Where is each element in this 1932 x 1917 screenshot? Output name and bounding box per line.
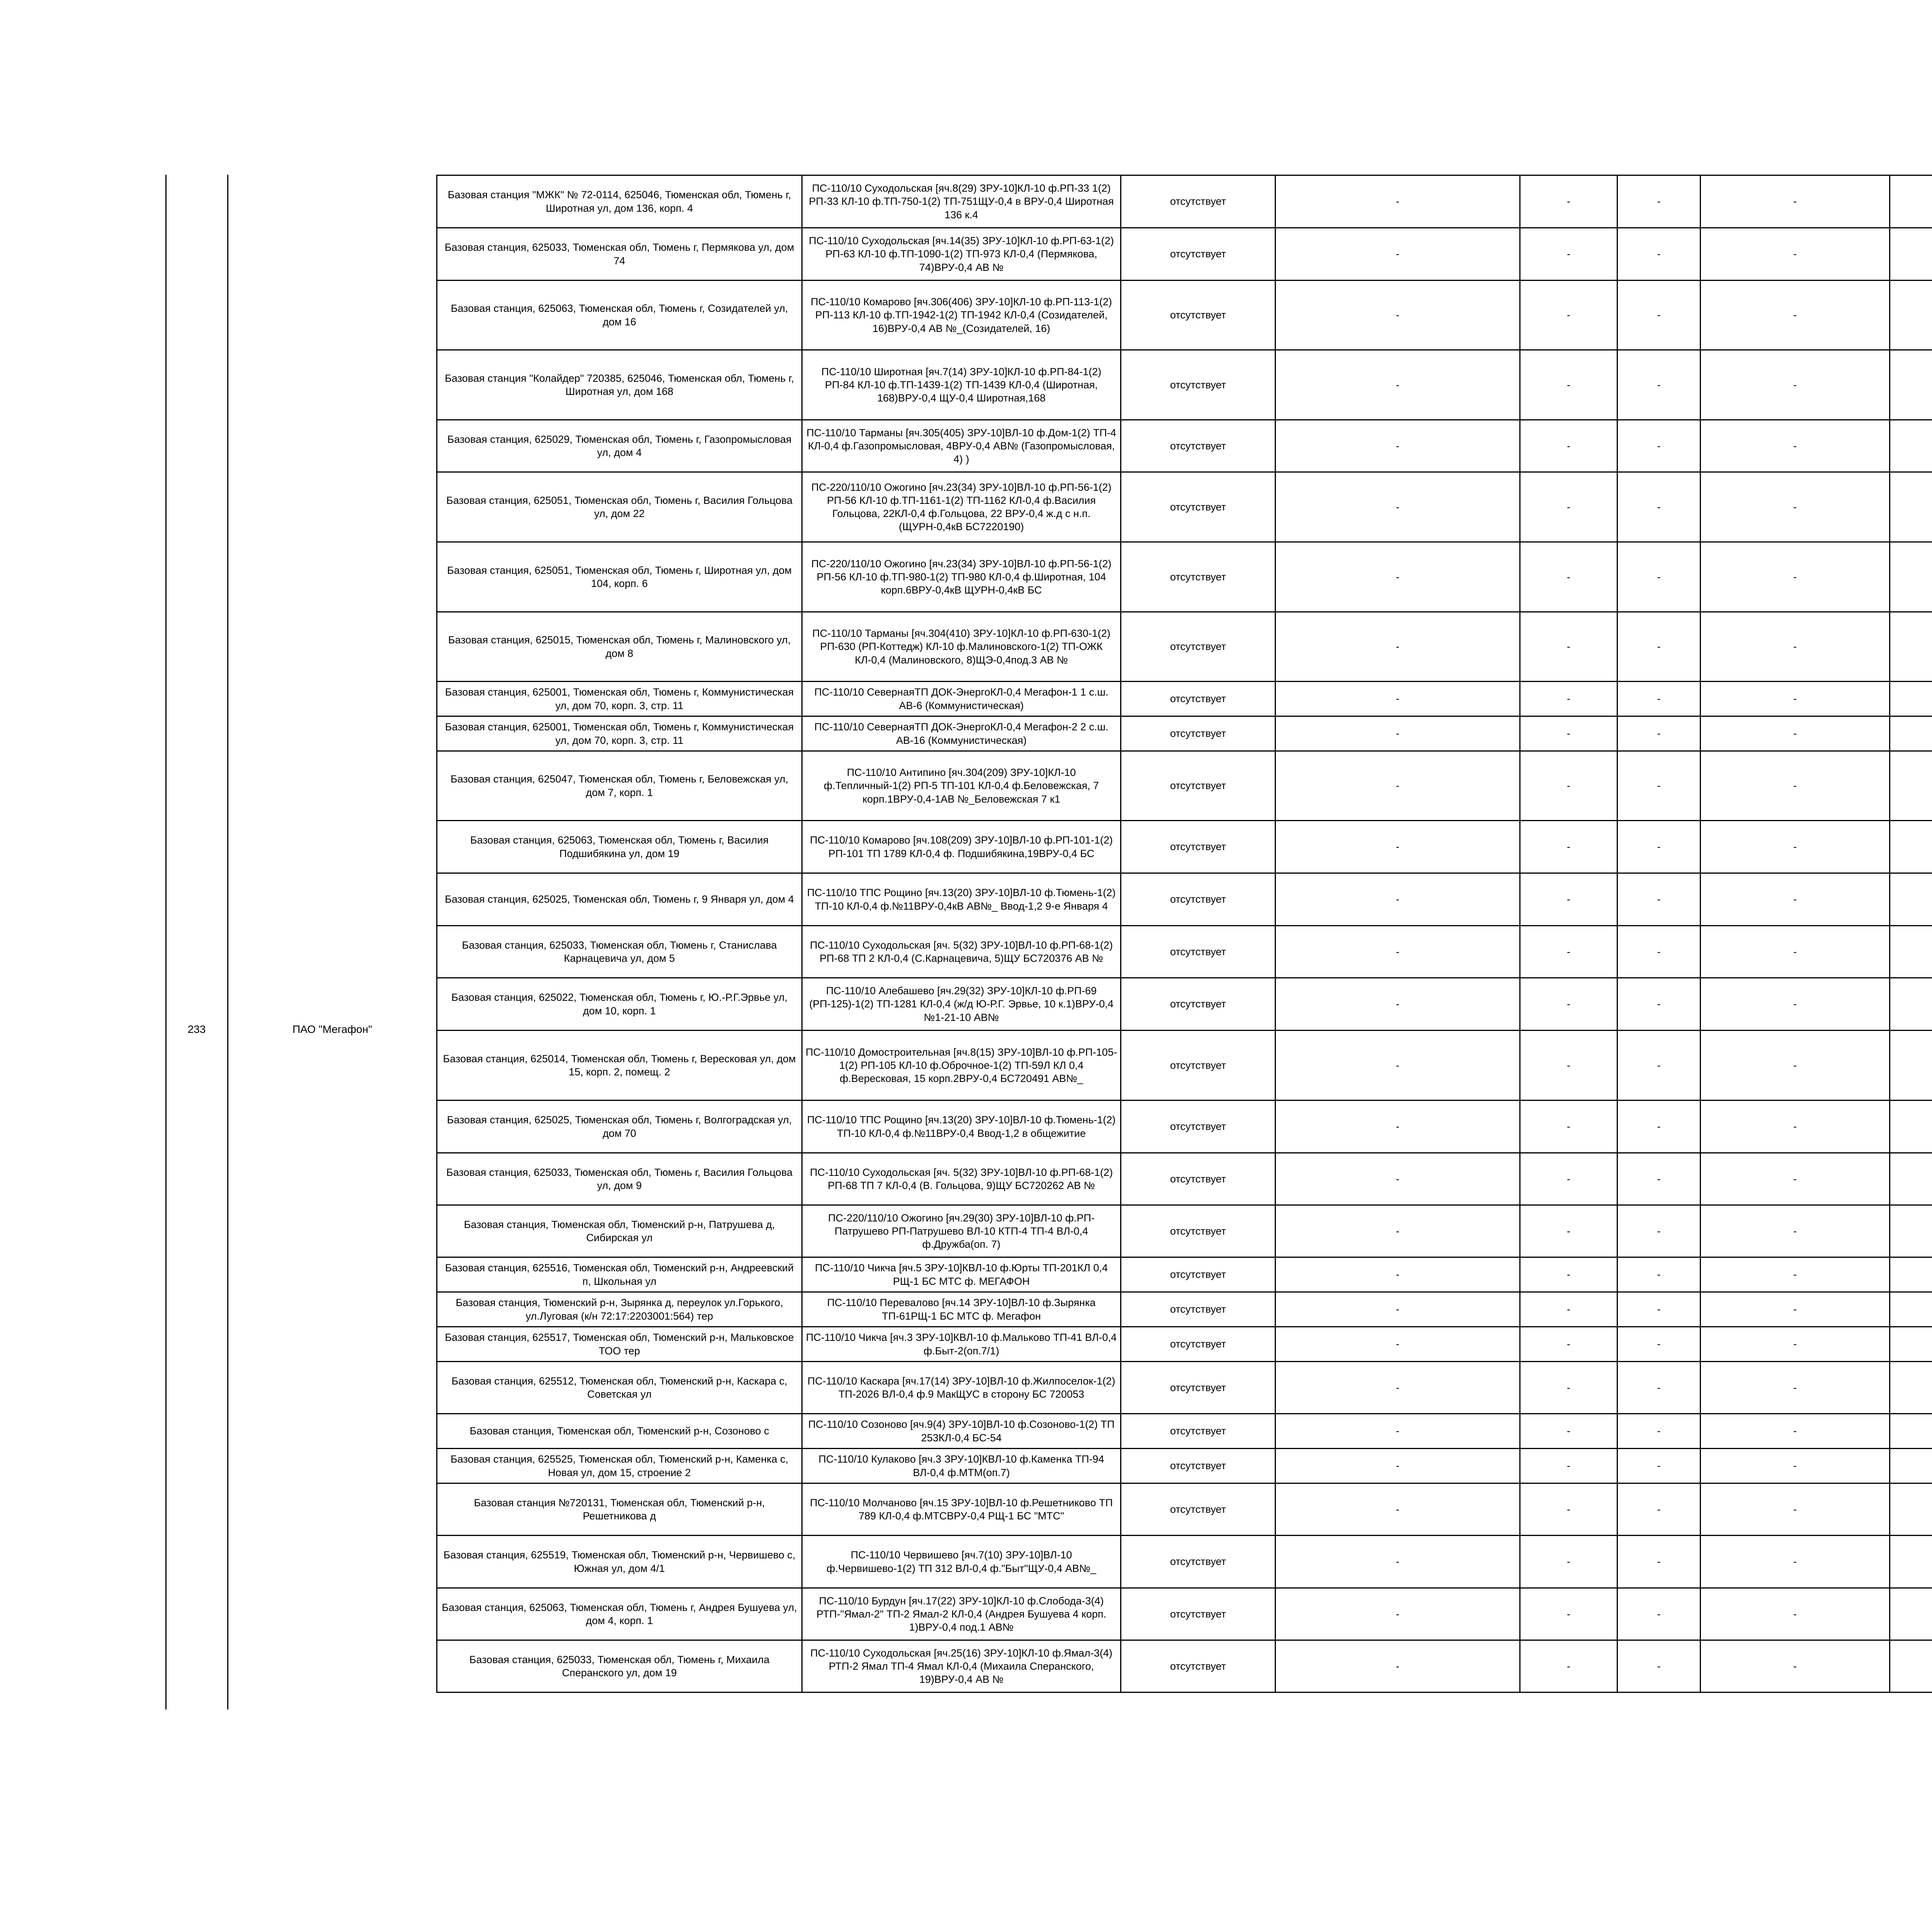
- status-cell: отсутствует: [1121, 281, 1276, 350]
- value-cell: -: [1701, 612, 1890, 682]
- value-cell: -: [1520, 1536, 1617, 1588]
- value-cell: -: [1701, 1327, 1890, 1362]
- value-cell: -: [1276, 1257, 1520, 1292]
- connection-cell: ПС-220/110/10 Ожогино [яч.23(34) ЗРУ-10]ВЛ-10 ф.РП-56-1(2) РП-56 КЛ-10 ф.ТП-1161-1(2) ТП-1162 КЛ-0,4 ф.Василия Гольцова, 22КЛ-0,4 ф.Гольцова, 22 ВРУ-0,4 ж.д с н.п. (ЩУРН-0,4кВ БС7220190): [802, 472, 1121, 542]
- value-cell: -: [1701, 281, 1890, 350]
- value-cell: -: [1701, 1031, 1890, 1101]
- value-cell: -: [1520, 1588, 1617, 1640]
- value-cell: [1890, 1640, 1932, 1692]
- value-cell: [1890, 1414, 1932, 1449]
- value-cell: -: [1701, 1449, 1890, 1483]
- status-cell: отсутствует: [1121, 751, 1276, 821]
- table-row: [437, 1327, 1932, 1362]
- address-cell: Базовая станция "Колайдер" 720385, 625046, Тюменская обл, Тюмень г, Широтная ул, дом 168: [437, 350, 802, 420]
- status-cell: отсутствует: [1121, 873, 1276, 926]
- connection-cell: ПС-110/10 Суходольская [яч.8(29) ЗРУ-10]КЛ-10 ф.РП-33 1(2) РП-33 КЛ-10 ф.ТП-750-1(2) ТП-751ЩУ-0,4 в ВРУ-0,4 Широтная 136 к.4: [802, 175, 1121, 228]
- connection-cell: ПС-110/10 ТПС Рощино [яч.13(20) ЗРУ-10]ВЛ-10 ф.Тюмень-1(2) ТП-10 КЛ-0,4 ф.№11ВРУ-0,4кВ АВ№_ Ввод-1,2 9-е Января 4: [802, 873, 1121, 926]
- address-cell: Базовая станция, Тюменская обл, Тюменский р-н, Созоново с: [437, 1414, 802, 1449]
- value-cell: -: [1276, 751, 1520, 821]
- value-cell: -: [1276, 281, 1520, 350]
- value-cell: -: [1701, 1257, 1890, 1292]
- value-cell: -: [1617, 1536, 1701, 1588]
- value-cell: -: [1617, 1292, 1701, 1327]
- status-cell: отсутствует: [1121, 821, 1276, 873]
- value-cell: [1890, 1588, 1932, 1640]
- table-row: [437, 350, 1932, 420]
- value-cell: -: [1520, 1414, 1617, 1449]
- table-row: [437, 1536, 1932, 1588]
- address-cell: Базовая станция, 625001, Тюменская обл, Тюмень г, Коммунистическая ул, дом 70, корп. 3, стр. 11: [437, 682, 802, 716]
- table-row: [437, 1031, 1932, 1101]
- value-cell: -: [1701, 751, 1890, 821]
- status-cell: отсутствует: [1121, 1414, 1276, 1449]
- value-cell: -: [1617, 873, 1701, 926]
- connection-cell: ПС-110/10 СевернаяТП ДОК-ЭнергоКЛ-0,4 Мегафон-2 2 с.ш. АВ-16 (Коммунистическая): [802, 716, 1121, 751]
- value-cell: [1890, 716, 1932, 751]
- value-cell: -: [1701, 873, 1890, 926]
- value-cell: -: [1276, 1153, 1520, 1205]
- address-cell: Базовая станция, Тюменский р-н, Зырянка д, переулок ул.Горького, ул.Луговая (к/н 72:17:2203001:564) тер: [437, 1292, 802, 1327]
- table-row: [437, 1414, 1932, 1449]
- table-row: [437, 1257, 1932, 1292]
- value-cell: -: [1276, 175, 1520, 228]
- value-cell: -: [1276, 1449, 1520, 1483]
- address-cell: Базовая станция, 625014, Тюменская обл, Тюмень г, Вересковая ул, дом 15, корп. 2, помещ. 2: [437, 1031, 802, 1101]
- table-row: [437, 175, 1932, 228]
- value-cell: -: [1617, 1205, 1701, 1257]
- connection-cell: ПС-110/10 Бурдун [яч.17(22) ЗРУ-10]КЛ-10 ф.Слобода-3(4) РТП-"Ямал-2" ТП-2 Ямал-2 КЛ-0,4 (Андрея Бушуева 4 корп. 1)ВРУ-0,4 под.1 АВ№: [802, 1588, 1121, 1640]
- value-cell: [1890, 873, 1932, 926]
- connection-cell: ПС-110/10 Каскара [яч.17(14) ЗРУ-10]ВЛ-10 ф.Жилпоселок-1(2) ТП-2026 ВЛ-0,4 ф.9 МакЩУС в сторону БС 720053: [802, 1362, 1121, 1414]
- value-cell: -: [1701, 1362, 1890, 1414]
- address-cell: Базовая станция, 625033, Тюменская обл, Тюмень г, Василия Гольцова ул, дом 9: [437, 1153, 802, 1205]
- value-cell: -: [1701, 542, 1890, 612]
- value-cell: -: [1520, 542, 1617, 612]
- value-cell: -: [1617, 472, 1701, 542]
- value-cell: -: [1617, 926, 1701, 978]
- value-cell: [1890, 472, 1932, 542]
- status-cell: отсутствует: [1121, 1327, 1276, 1362]
- address-cell: Базовая станция, 625051, Тюменская обл, Тюмень г, Широтная ул, дом 104, корп. 6: [437, 542, 802, 612]
- connection-cell: ПС-110/10 СевернаяТП ДОК-ЭнергоКЛ-0,4 Мегафон-1 1 с.ш. АВ-6 (Коммунистическая): [802, 682, 1121, 716]
- status-cell: отсутствует: [1121, 1588, 1276, 1640]
- connection-cell: ПС-110/10 Чикча [яч.3 ЗРУ-10]КВЛ-10 ф.Мальково ТП-41 ВЛ-0,4 ф.Быт-2(оп.7/1): [802, 1327, 1121, 1362]
- value-cell: -: [1617, 1101, 1701, 1153]
- value-cell: [1890, 1205, 1932, 1257]
- value-cell: -: [1520, 228, 1617, 281]
- status-cell: отсутствует: [1121, 1483, 1276, 1536]
- value-cell: [1890, 1257, 1932, 1292]
- value-cell: -: [1520, 1483, 1617, 1536]
- value-cell: -: [1701, 1536, 1890, 1588]
- value-cell: -: [1276, 926, 1520, 978]
- value-cell: -: [1701, 175, 1890, 228]
- value-cell: [1890, 821, 1932, 873]
- table-row: [437, 1588, 1932, 1640]
- connection-cell: ПС-110/10 Комарово [яч.108(209) ЗРУ-10]ВЛ-10 ф.РП-101-1(2) РП-101 ТП 1789 КЛ-0,4 ф. Подшибякина,19ВРУ-0,4 БС: [802, 821, 1121, 873]
- status-cell: отсутствует: [1121, 1101, 1276, 1153]
- value-cell: -: [1276, 1640, 1520, 1692]
- connection-cell: ПС-110/10 Комарово [яч.306(406) ЗРУ-10]КЛ-10 ф.РП-113-1(2) РП-113 КЛ-10 ф.ТП-1942-1(2) ТП-1942 КЛ-0,4 (Созидателей, 16)ВРУ-0,4 АВ №_(Созидателей, 16): [802, 281, 1121, 350]
- value-cell: -: [1617, 228, 1701, 281]
- status-cell: отсутствует: [1121, 1205, 1276, 1257]
- status-cell: отсутствует: [1121, 1449, 1276, 1483]
- value-cell: [1890, 682, 1932, 716]
- address-cell: Базовая станция, 625519, Тюменская обл, Тюменский р-н, Червишево с, Южная ул, дом 4/1: [437, 1536, 802, 1588]
- value-cell: -: [1701, 926, 1890, 978]
- value-cell: -: [1701, 821, 1890, 873]
- table-row: [437, 1292, 1932, 1327]
- row-number: 233: [187, 1023, 206, 1035]
- value-cell: [1890, 350, 1932, 420]
- value-cell: -: [1276, 1483, 1520, 1536]
- value-cell: -: [1617, 978, 1701, 1031]
- value-cell: -: [1617, 420, 1701, 472]
- value-cell: -: [1701, 228, 1890, 281]
- table-row: [437, 682, 1932, 716]
- status-cell: отсутствует: [1121, 472, 1276, 542]
- table-row: [437, 1153, 1932, 1205]
- status-cell: отсутствует: [1121, 1257, 1276, 1292]
- connection-cell: ПС-110/10 Молчаново [яч.15 ЗРУ-10]ВЛ-10 ф.Решетниково ТП 789 КЛ-0,4 ф.МТСВРУ-0,4 РЩ-1 БС "МТС": [802, 1483, 1121, 1536]
- status-cell: отсутствует: [1121, 175, 1276, 228]
- value-cell: -: [1520, 472, 1617, 542]
- value-cell: [1890, 1031, 1932, 1101]
- value-cell: [1890, 281, 1932, 350]
- address-cell: Базовая станция, 625063, Тюменская обл, Тюмень г, Андрея Бушуева ул, дом 4, корп. 1: [437, 1588, 802, 1640]
- address-cell: Базовая станция, 625025, Тюменская обл, Тюмень г, Волгоградская ул, дом 70: [437, 1101, 802, 1153]
- value-cell: -: [1617, 542, 1701, 612]
- value-cell: -: [1520, 612, 1617, 682]
- connection-cell: ПС-110/10 Суходольская [яч. 5(32) ЗРУ-10]ВЛ-10 ф.РП-68-1(2) РП-68 ТП 2 КЛ-0,4 (С.Карнацевича, 5)ЩУ БС720376 АВ №: [802, 926, 1121, 978]
- value-cell: [1890, 1292, 1932, 1327]
- value-cell: -: [1617, 1483, 1701, 1536]
- address-cell: Базовая станция, 625051, Тюменская обл, Тюмень г, Василия Гольцова ул, дом 22: [437, 472, 802, 542]
- value-cell: -: [1617, 751, 1701, 821]
- value-cell: [1890, 542, 1932, 612]
- value-cell: -: [1276, 1292, 1520, 1327]
- value-cell: -: [1617, 1153, 1701, 1205]
- table-row: [437, 281, 1932, 350]
- connection-cell: ПС-110/10 Кулаково [яч.3 ЗРУ-10]КВЛ-10 ф.Каменка ТП-94 ВЛ-0,4 ф.МТМ(оп.7): [802, 1449, 1121, 1483]
- status-cell: отсутствует: [1121, 420, 1276, 472]
- table-row: [437, 542, 1932, 612]
- value-cell: -: [1617, 1031, 1701, 1101]
- status-cell: отсутствует: [1121, 682, 1276, 716]
- value-cell: -: [1276, 420, 1520, 472]
- value-cell: -: [1617, 175, 1701, 228]
- table-row: [437, 472, 1932, 542]
- table-row: [437, 926, 1932, 978]
- value-cell: -: [1701, 1414, 1890, 1449]
- value-cell: [1890, 420, 1932, 472]
- connection-cell: ПС-220/110/10 Ожогино [яч.23(34) ЗРУ-10]ВЛ-10 ф.РП-56-1(2) РП-56 КЛ-10 ф.ТП-980-1(2) ТП-980 КЛ-0,4 ф.Широтная, 104 корп.6ВРУ-0,4кВ ЩУРН-0,4кВ БС: [802, 542, 1121, 612]
- table-row: [437, 978, 1932, 1031]
- table-row: [437, 821, 1932, 873]
- connection-cell: ПС-110/10 Широтная [яч.7(14) ЗРУ-10]КЛ-10 ф.РП-84-1(2) РП-84 КЛ-10 ф.ТП-1439-1(2) ТП-1439 КЛ-0,4 (Широтная, 168)ВРУ-0,4 ЩУ-0,4 Широтная,168: [802, 350, 1121, 420]
- value-cell: -: [1701, 1640, 1890, 1692]
- address-cell: Базовая станция №720131, Тюменская обл, Тюменский р-н, Решетникова д: [437, 1483, 802, 1536]
- value-cell: -: [1520, 1640, 1617, 1692]
- value-cell: -: [1617, 1588, 1701, 1640]
- value-cell: -: [1276, 821, 1520, 873]
- address-cell: Базовая станция, 625022, Тюменская обл, Тюмень г, Ю.-Р.Г.Эрвье ул, дом 10, корп. 1: [437, 978, 802, 1031]
- address-cell: Базовая станция, 625512, Тюменская обл, Тюменский р-н, Каскара с, Советская ул: [437, 1362, 802, 1414]
- status-cell: отсутствует: [1121, 716, 1276, 751]
- address-cell: Базовая станция, Тюменская обл, Тюменский р-н, Патрушева д, Сибирская ул: [437, 1205, 802, 1257]
- value-cell: -: [1520, 1153, 1617, 1205]
- value-cell: [1890, 751, 1932, 821]
- value-cell: -: [1276, 978, 1520, 1031]
- value-cell: [1890, 1483, 1932, 1536]
- value-cell: -: [1701, 978, 1890, 1031]
- value-cell: -: [1520, 716, 1617, 751]
- value-cell: -: [1276, 1588, 1520, 1640]
- value-cell: -: [1276, 1414, 1520, 1449]
- value-cell: -: [1617, 716, 1701, 751]
- status-cell: отсутствует: [1121, 1153, 1276, 1205]
- value-cell: -: [1520, 350, 1617, 420]
- table-row: [437, 716, 1932, 751]
- address-cell: Базовая станция, 625029, Тюменская обл, Тюмень г, Газопромысловая ул, дом 4: [437, 420, 802, 472]
- value-cell: [1890, 1153, 1932, 1205]
- value-cell: [1890, 175, 1932, 228]
- value-cell: -: [1276, 682, 1520, 716]
- value-cell: -: [1701, 682, 1890, 716]
- value-cell: -: [1276, 716, 1520, 751]
- connection-cell: ПС-110/10 Перевалово [яч.14 ЗРУ-10]ВЛ-10 ф.Зырянка ТП-61РЩ-1 БС МТС ф. Мегафон: [802, 1292, 1121, 1327]
- value-cell: -: [1701, 1588, 1890, 1640]
- connection-cell: ПС-220/110/10 Ожогино [яч.29(30) ЗРУ-10]ВЛ-10 ф.РП-Патрушево РП-Патрушево ВЛ-10 КТП-4 ТП-4 ВЛ-0,4 ф.Дружба(оп. 7): [802, 1205, 1121, 1257]
- connection-cell: ПС-110/10 Домостроительная [яч.8(15) ЗРУ-10]ВЛ-10 ф.РП-105-1(2) РП-105 КЛ-10 ф.Оброчное-1(2) ТП-59Л КЛ 0,4 ф.Вересковая, 15 корп.2ВРУ-0,4 БС720491 АВ№_: [802, 1031, 1121, 1101]
- value-cell: -: [1520, 1101, 1617, 1153]
- address-cell: Базовая станция, 625063, Тюменская обл, Тюмень г, Василия Подшибякина ул, дом 19: [437, 821, 802, 873]
- value-cell: -: [1701, 420, 1890, 472]
- left-column-divider: [227, 175, 228, 1709]
- value-cell: -: [1276, 1205, 1520, 1257]
- value-cell: -: [1617, 1257, 1701, 1292]
- left-column-divider: [165, 175, 167, 1709]
- table-row: [437, 1483, 1932, 1536]
- value-cell: [1890, 612, 1932, 682]
- table-row: [437, 873, 1932, 926]
- table-row: [437, 1205, 1932, 1257]
- value-cell: -: [1520, 1031, 1617, 1101]
- value-cell: -: [1276, 1101, 1520, 1153]
- status-cell: отсутствует: [1121, 978, 1276, 1031]
- value-cell: -: [1520, 1449, 1617, 1483]
- value-cell: -: [1701, 1292, 1890, 1327]
- data-table: [436, 175, 1932, 1693]
- address-cell: Базовая станция, 625033, Тюменская обл, Тюмень г, Пермякова ул, дом 74: [437, 228, 802, 281]
- table-row: [437, 420, 1932, 472]
- value-cell: [1890, 926, 1932, 978]
- value-cell: -: [1617, 350, 1701, 420]
- value-cell: -: [1520, 751, 1617, 821]
- status-cell: отсутствует: [1121, 350, 1276, 420]
- address-cell: Базовая станция, 625025, Тюменская обл, Тюмень г, 9 Января ул, дом 4: [437, 873, 802, 926]
- value-cell: -: [1617, 1640, 1701, 1692]
- value-cell: -: [1276, 228, 1520, 281]
- address-cell: Базовая станция, 625001, Тюменская обл, Тюмень г, Коммунистическая ул, дом 70, корп. 3, стр. 11: [437, 716, 802, 751]
- value-cell: -: [1617, 1327, 1701, 1362]
- status-cell: отсутствует: [1121, 1640, 1276, 1692]
- address-cell: Базовая станция, 625525, Тюменская обл, Тюменский р-н, Каменка с, Новая ул, дом 15, строение 2: [437, 1449, 802, 1483]
- value-cell: -: [1701, 1153, 1890, 1205]
- value-cell: -: [1701, 1483, 1890, 1536]
- value-cell: -: [1617, 821, 1701, 873]
- value-cell: -: [1701, 350, 1890, 420]
- value-cell: -: [1276, 350, 1520, 420]
- status-cell: отсутствует: [1121, 926, 1276, 978]
- value-cell: -: [1520, 1362, 1617, 1414]
- value-cell: -: [1617, 682, 1701, 716]
- value-cell: [1890, 1101, 1932, 1153]
- value-cell: -: [1520, 978, 1617, 1031]
- connection-cell: ПС-110/10 Антипино [яч.304(209) ЗРУ-10]КЛ-10 ф.Тепличный-1(2) РП-5 ТП-101 КЛ-0,4 ф.Беловежская, 7 корп.1ВРУ-0,4-1АВ №_Беловежская 7 к1: [802, 751, 1121, 821]
- value-cell: -: [1617, 1362, 1701, 1414]
- connection-cell: ПС-110/10 Суходольская [яч. 5(32) ЗРУ-10]ВЛ-10 ф.РП-68-1(2) РП-68 ТП 7 КЛ-0,4 (В. Гольцова, 9)ЩУ БС720262 АВ №: [802, 1153, 1121, 1205]
- value-cell: -: [1520, 420, 1617, 472]
- value-cell: -: [1617, 1414, 1701, 1449]
- table-row: [437, 228, 1932, 281]
- status-cell: отсутствует: [1121, 1292, 1276, 1327]
- value-cell: -: [1276, 1536, 1520, 1588]
- value-cell: -: [1520, 926, 1617, 978]
- table-row: [437, 1449, 1932, 1483]
- status-cell: отсутствует: [1121, 228, 1276, 281]
- value-cell: [1890, 1362, 1932, 1414]
- value-cell: -: [1701, 472, 1890, 542]
- value-cell: -: [1276, 1031, 1520, 1101]
- address-cell: Базовая станция, 625033, Тюменская обл, Тюмень г, Михаила Сперанского ул, дом 19: [437, 1640, 802, 1692]
- value-cell: -: [1276, 612, 1520, 682]
- value-cell: -: [1617, 612, 1701, 682]
- status-cell: отсутствует: [1121, 1362, 1276, 1414]
- connection-cell: ПС-110/10 Суходольская [яч.14(35) ЗРУ-10]КЛ-10 ф.РП-63-1(2) РП-63 КЛ-10 ф.ТП-1090-1(2) ТП-973 КЛ-0,4 (Пермякова, 74)ВРУ-0,4 АВ №: [802, 228, 1121, 281]
- address-cell: Базовая станция, 625033, Тюменская обл, Тюмень г, Станислава Карнацевича ул, дом 5: [437, 926, 802, 978]
- organization-name: ПАО "Мегафон": [292, 1023, 372, 1035]
- value-cell: -: [1276, 1327, 1520, 1362]
- value-cell: -: [1520, 1292, 1617, 1327]
- table-row: [437, 1101, 1932, 1153]
- address-cell: Базовая станция, 625063, Тюменская обл, Тюмень г, Созидателей ул, дом 16: [437, 281, 802, 350]
- address-cell: Базовая станция, 625516, Тюменская обл, Тюменский р-н, Андреевский п, Школьная ул: [437, 1257, 802, 1292]
- status-cell: отсутствует: [1121, 1536, 1276, 1588]
- value-cell: [1890, 228, 1932, 281]
- value-cell: -: [1701, 716, 1890, 751]
- connection-cell: ПС-110/10 Тарманы [яч.304(410) ЗРУ-10]КЛ-10 ф.РП-630-1(2) РП-630 (РП-Коттедж) КЛ-10 ф.Малиновского-1(2) ТП-ОЖК КЛ-0,4 (Малиновского, 8)ЩЭ-0,4под.3 АВ №: [802, 612, 1121, 682]
- value-cell: -: [1701, 1101, 1890, 1153]
- value-cell: -: [1617, 1449, 1701, 1483]
- value-cell: -: [1520, 1257, 1617, 1292]
- value-cell: [1890, 1536, 1932, 1588]
- address-cell: Базовая станция, 625047, Тюменская обл, Тюмень г, Беловежская ул, дом 7, корп. 1: [437, 751, 802, 821]
- value-cell: -: [1276, 873, 1520, 926]
- status-cell: отсутствует: [1121, 612, 1276, 682]
- value-cell: -: [1276, 1362, 1520, 1414]
- address-cell: Базовая станция "МЖК" № 72-0114, 625046, Тюменская обл, Тюмень г, Широтная ул, дом 136, корп. 4: [437, 175, 802, 228]
- address-cell: Базовая станция, 625517, Тюменская обл, Тюменский р-н, Мальковское ТОО тер: [437, 1327, 802, 1362]
- value-cell: -: [1276, 472, 1520, 542]
- connection-cell: ПС-110/10 Червишево [яч.7(10) ЗРУ-10]ВЛ-10 ф.Червишево-1(2) ТП 312 ВЛ-0,4 ф."Быт"ЩУ-0,4 АВ№_: [802, 1536, 1121, 1588]
- value-cell: -: [1701, 1205, 1890, 1257]
- connection-cell: ПС-110/10 Созоново [яч.9(4) ЗРУ-10]ВЛ-10 ф.Созоново-1(2) ТП 253КЛ-0,4 БС-54: [802, 1414, 1121, 1449]
- value-cell: -: [1520, 682, 1617, 716]
- connection-cell: ПС-110/10 Суходольская [яч.25(16) ЗРУ-10]КЛ-10 ф.Ямал-3(4) РТП-2 Ямал ТП-4 Ямал КЛ-0,4 (Михаила Сперанского, 19)ВРУ-0,4 АВ №: [802, 1640, 1121, 1692]
- address-cell: Базовая станция, 625015, Тюменская обл, Тюмень г, Малиновского ул, дом 8: [437, 612, 802, 682]
- table-row: [437, 751, 1932, 821]
- value-cell: -: [1520, 1205, 1617, 1257]
- value-cell: -: [1520, 873, 1617, 926]
- value-cell: -: [1520, 281, 1617, 350]
- table-row: [437, 1362, 1932, 1414]
- value-cell: [1890, 1327, 1932, 1362]
- table-row: [437, 612, 1932, 682]
- table-row: [437, 1640, 1932, 1692]
- value-cell: -: [1617, 281, 1701, 350]
- value-cell: [1890, 978, 1932, 1031]
- connection-cell: ПС-110/10 Алебашево [яч.29(32) ЗРУ-10]КЛ-10 ф.РП-69 (РП-125)-1(2) ТП-1281 КЛ-0,4 (ж/д Ю-Р.Г. Эрвье, 10 к.1)ВРУ-0,4 №1-21-10 АВ№: [802, 978, 1121, 1031]
- status-cell: отсутствует: [1121, 542, 1276, 612]
- value-cell: -: [1276, 542, 1520, 612]
- connection-cell: ПС-110/10 Чикча [яч.5 ЗРУ-10]КВЛ-10 ф.Юрты ТП-201КЛ 0,4 РЩ-1 БС МТС ф. МЕГАФОН: [802, 1257, 1121, 1292]
- connection-cell: ПС-110/10 ТПС Рощино [яч.13(20) ЗРУ-10]ВЛ-10 ф.Тюмень-1(2) ТП-10 КЛ-0,4 ф.№11ВРУ-0,4 Ввод-1,2 в общежитие: [802, 1101, 1121, 1153]
- value-cell: [1890, 1449, 1932, 1483]
- value-cell: -: [1520, 175, 1617, 228]
- status-cell: отсутствует: [1121, 1031, 1276, 1101]
- connection-cell: ПС-110/10 Тарманы [яч.305(405) ЗРУ-10]ВЛ-10 ф.Дом-1(2) ТП-4 КЛ-0,4 ф.Газопромысловая, 4ВРУ-0,4 АВ№ (Газопромысловая, 4) ): [802, 420, 1121, 472]
- value-cell: -: [1520, 821, 1617, 873]
- value-cell: -: [1520, 1327, 1617, 1362]
